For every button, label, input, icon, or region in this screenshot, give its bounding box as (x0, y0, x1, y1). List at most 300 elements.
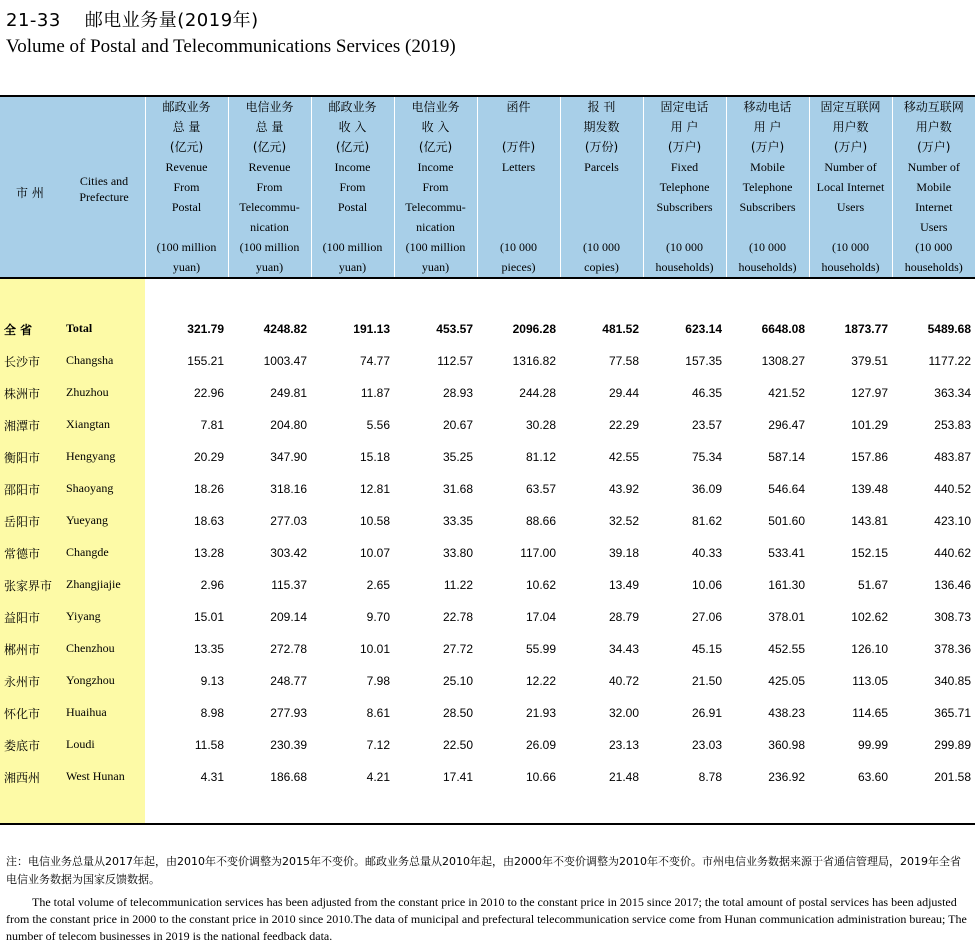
value-cell: 75.34 (691, 450, 722, 464)
value-cell: 99.99 (857, 738, 888, 752)
column-header-cn: 用户数 (832, 120, 869, 134)
value-cell: 39.18 (608, 546, 639, 560)
value-cell: 21.50 (691, 674, 722, 688)
note-cn: 注：电信业务总量从2017年起，由2010年不变价调整为2015年不变价。邮政业务总量从2010年起，由2000年不变价调整为2010年不变价。市州电信业务数据来源于省通信管理局，2019年全省电信业务数据为国家反馈数据。 (6, 855, 961, 886)
city-cell (0, 569, 145, 601)
column-header-cn: (万户) (750, 140, 785, 154)
column-header-en: Local Internet (816, 180, 885, 194)
column-header-unit: pieces) (501, 260, 536, 274)
column-header (477, 96, 560, 278)
column-header-unit: yuan) (338, 260, 367, 274)
city-name-cn: 益阳市 (4, 611, 41, 625)
value-cell: 81.62 (691, 514, 722, 528)
column-header-unit: households) (904, 260, 963, 274)
value-cell: 186.68 (270, 770, 307, 784)
value-cell: 27.72 (442, 642, 473, 656)
spacer-row (0, 278, 975, 313)
value-cell: 7.81 (200, 418, 224, 432)
value-cell: 27.06 (691, 610, 722, 624)
city-name-en: Hengyang (66, 449, 116, 463)
value-cell: 5.56 (366, 418, 390, 432)
value-cell: 10.06 (691, 578, 722, 592)
value-cell: 272.78 (270, 642, 307, 656)
table-row (0, 473, 975, 505)
city-cell (0, 409, 145, 441)
city-name-en: Changde (66, 545, 109, 559)
value-cell: 9.70 (366, 610, 390, 624)
value-cell: 102.62 (851, 610, 888, 624)
table-row (0, 761, 975, 793)
column-header-en: Telecommu- (405, 200, 466, 214)
column-header-en: Postal (171, 200, 202, 214)
value-cell: 2.65 (366, 578, 390, 592)
value-cell: 8.61 (366, 706, 390, 720)
column-header-unit: (10 000 (749, 240, 786, 254)
value-cell: 18.63 (193, 514, 224, 528)
city-name-cn: 湘潭市 (4, 419, 41, 433)
city-name-cn: 株洲市 (4, 387, 41, 401)
value-cell: 347.90 (270, 450, 307, 464)
value-cell: 1308.27 (761, 354, 805, 368)
value-cell: 296.47 (768, 418, 805, 432)
column-header (643, 96, 726, 278)
column-header (809, 96, 892, 278)
value-cell: 10.62 (525, 578, 556, 592)
city-name-cn: 湘西州 (4, 771, 41, 785)
table-row (0, 505, 975, 537)
value-cell: 303.42 (270, 546, 307, 560)
column-header-en: Number of (824, 160, 877, 174)
value-cell: 253.83 (934, 418, 971, 432)
table-title-en: Volume of Postal and Telecommunications Services (2019) (6, 36, 456, 57)
value-cell: 533.41 (768, 546, 805, 560)
city-name-en: Chenzhou (66, 641, 115, 655)
table-title-cn (6, 6, 259, 32)
column-header-unit: yuan) (421, 260, 450, 274)
city-name-en: Yiyang (66, 609, 101, 623)
city-cell (0, 505, 145, 537)
value-cell: 4248.82 (263, 322, 307, 336)
bottom-filler-row (0, 793, 975, 824)
column-header-en: Telephone (659, 180, 710, 194)
column-header (560, 96, 643, 278)
total-row (0, 313, 975, 345)
city-cell (0, 537, 145, 569)
value-cell: 236.92 (768, 770, 805, 784)
column-header-unit: (10 000 (583, 240, 620, 254)
value-cell: 28.79 (608, 610, 639, 624)
value-cell: 36.09 (691, 482, 722, 496)
value-cell: 379.51 (851, 354, 888, 368)
value-cell: 248.77 (270, 674, 307, 688)
value-cell: 28.93 (442, 386, 473, 400)
value-cell: 22.29 (608, 418, 639, 432)
value-cell: 363.34 (934, 386, 971, 400)
value-cell: 40.33 (691, 546, 722, 560)
city-name-cn: 娄底市 (4, 739, 41, 753)
value-cell: 378.36 (934, 642, 971, 656)
value-cell: 31.68 (442, 482, 473, 496)
value-cell: 40.72 (608, 674, 639, 688)
city-cell (0, 761, 145, 793)
data-table (0, 95, 975, 825)
column-header-unit: copies) (584, 260, 619, 274)
column-header-cn (478, 117, 560, 137)
city-name-en: Huaihua (66, 705, 107, 719)
value-cell: 157.86 (851, 450, 888, 464)
city-cell (0, 601, 145, 633)
column-header-en: Postal (337, 200, 368, 214)
column-header-cn: 邮政业务 (328, 100, 377, 114)
value-cell: 277.03 (270, 514, 307, 528)
value-cell: 21.93 (525, 706, 556, 720)
value-cell: 209.14 (270, 610, 307, 624)
city-cell (0, 697, 145, 729)
value-cell: 45.15 (691, 642, 722, 656)
value-cell: 11.58 (194, 738, 224, 752)
column-header-unit: households) (821, 260, 880, 274)
column-header-en: Mobile (916, 180, 952, 194)
column-header-cn: 总 量 (255, 120, 284, 134)
column-header-unit: yuan) (172, 260, 201, 274)
column-header-unit: (100 million (156, 240, 217, 254)
value-cell: 43.92 (608, 482, 639, 496)
table-row (0, 665, 975, 697)
city-name-en: Yueyang (66, 513, 108, 527)
column-header-cn: 报 刊 (587, 100, 616, 114)
city-name-en: Changsha (66, 353, 114, 367)
table-row (0, 729, 975, 761)
city-name-cn: 常德市 (4, 547, 41, 561)
city-name-en: Yongzhou (66, 673, 115, 687)
column-header-en: Income (417, 160, 454, 174)
column-header (228, 96, 311, 278)
column-header-en: Revenue (248, 160, 291, 174)
column-header-en: Telephone (742, 180, 793, 194)
column-header-unit: (100 million (405, 240, 466, 254)
value-cell: 438.23 (768, 706, 805, 720)
city-cell (0, 377, 145, 409)
value-cell: 13.28 (193, 546, 224, 560)
column-header-en: Income (334, 160, 371, 174)
city-name-cn: 怀化市 (4, 707, 41, 721)
value-cell: 483.87 (934, 450, 971, 464)
column-header-cn: (亿元) (169, 140, 204, 154)
city-name-en: West Hunan (66, 769, 125, 783)
value-cell: 74.77 (359, 354, 390, 368)
value-cell: 23.03 (691, 738, 722, 752)
value-cell: 9.13 (200, 674, 224, 688)
column-header-en: nication (250, 220, 289, 234)
value-cell: 25.10 (442, 674, 473, 688)
column-header-unit: (10 000 (832, 240, 869, 254)
value-cell: 7.12 (366, 738, 390, 752)
value-cell: 318.16 (270, 482, 307, 496)
value-cell: 143.81 (851, 514, 888, 528)
value-cell: 6648.08 (761, 322, 805, 336)
value-cell: 481.52 (602, 322, 639, 336)
city-name-cn: 邵阳市 (4, 483, 41, 497)
value-cell: 22.96 (193, 386, 224, 400)
value-cell: 127.97 (851, 386, 888, 400)
value-cell: 157.35 (685, 354, 722, 368)
city-name-cn: 永州市 (4, 675, 41, 689)
column-header-en: Revenue (165, 160, 208, 174)
value-cell: 8.98 (200, 706, 224, 720)
value-cell: 249.81 (270, 386, 307, 400)
column-header-unit: households) (655, 260, 714, 274)
column-header-cn: (万户) (667, 140, 702, 154)
column-header-unit: (100 million (322, 240, 383, 254)
value-cell: 12.22 (525, 674, 556, 688)
value-cell: 10.07 (359, 546, 390, 560)
value-cell: 1003.47 (263, 354, 307, 368)
column-header-cn: (万份) (584, 140, 619, 154)
column-header (145, 96, 228, 278)
column-header (726, 96, 809, 278)
value-cell: 378.01 (768, 610, 805, 624)
city-name-cn: 全 省 (4, 323, 33, 337)
note-en: The total volume of telecommunication services has been adjusted from the constant price in 2010 to the constant price in 2015 since 2017; the total amount of postal services has been adjusted from the constant price in 2000 to the constant price in 2010 since 2010.The data of municipal and prefectural telecommunication service come from Hunan communication administration bureau; The number of telecom businesses in 2019 is the national feedback data. (6, 895, 967, 943)
column-header-en: Internet (915, 200, 953, 214)
value-cell: 423.10 (934, 514, 971, 528)
value-cell: 42.55 (608, 450, 639, 464)
value-cell: 10.58 (359, 514, 390, 528)
value-cell: 299.89 (934, 738, 971, 752)
value-cell: 5489.68 (927, 322, 971, 336)
value-cell: 11.87 (360, 386, 390, 400)
column-header-en: From (422, 180, 449, 194)
city-cell (0, 729, 145, 761)
value-cell: 1873.77 (844, 322, 888, 336)
value-cell: 421.52 (768, 386, 805, 400)
table-row (0, 569, 975, 601)
column-header-unit: (10 000 (915, 240, 953, 254)
value-cell: 12.81 (359, 482, 390, 496)
column-header-en: Users (836, 200, 865, 214)
value-cell: 34.43 (608, 642, 639, 656)
city-name-en: Total (66, 321, 93, 335)
value-cell: 32.52 (608, 514, 639, 528)
column-header-cn: 用 户 (753, 120, 782, 134)
column-header-cn: 移动电话 (743, 100, 792, 114)
value-cell: 139.48 (851, 482, 888, 496)
column-header-unit: (10 000 (666, 240, 703, 254)
value-cell: 2.96 (200, 578, 224, 592)
value-cell: 277.93 (270, 706, 307, 720)
value-cell: 33.80 (442, 546, 473, 560)
value-cell: 20.67 (442, 418, 473, 432)
value-cell: 46.35 (691, 386, 722, 400)
value-cell: 244.28 (519, 386, 556, 400)
table-row (0, 633, 975, 665)
value-cell: 1316.82 (512, 354, 556, 368)
value-cell: 117.00 (520, 546, 556, 560)
city-cell (0, 441, 145, 473)
column-header-cn: 函件 (506, 100, 531, 114)
value-cell: 321.79 (187, 322, 224, 336)
value-cell: 587.14 (768, 450, 805, 464)
column-header-en: nication (416, 220, 455, 234)
value-cell: 7.98 (366, 674, 390, 688)
value-cell: 340.85 (934, 674, 971, 688)
value-cell: 113.05 (852, 674, 888, 688)
value-cell: 4.21 (366, 770, 390, 784)
value-cell: 152.15 (851, 546, 888, 560)
column-header-cn: 电信业务 (411, 100, 460, 114)
value-cell: 155.21 (187, 354, 224, 368)
city-header-en: Cities and Prefecture (79, 174, 129, 204)
table-row (0, 345, 975, 377)
value-cell: 136.46 (934, 578, 971, 592)
column-header-en: Number of (907, 160, 960, 174)
column-header-cn: 用 户 (670, 120, 699, 134)
value-cell: 440.62 (934, 546, 971, 560)
city-name-en: Shaoyang (66, 481, 114, 495)
city-name-en: Zhuzhou (66, 385, 109, 399)
city-name-cn: 衡阳市 (4, 451, 41, 465)
value-cell: 77.58 (608, 354, 639, 368)
value-cell: 13.35 (193, 642, 224, 656)
city-name-en: Zhangjiajie (66, 577, 121, 591)
column-header-en: Users (920, 220, 948, 234)
value-cell: 29.44 (608, 386, 639, 400)
city-cell (0, 665, 145, 697)
column-header-cn: (万户) (833, 140, 868, 154)
value-cell: 18.26 (193, 482, 224, 496)
city-name-cn: 张家界市 (4, 579, 53, 593)
value-cell: 23.13 (608, 738, 639, 752)
column-header-en: Fixed (670, 160, 699, 174)
column-header-cn: (亿元) (418, 140, 453, 154)
value-cell: 201.58 (934, 770, 971, 784)
value-cell: 20.29 (193, 450, 224, 464)
table-row (0, 697, 975, 729)
city-name-cn: 岳阳市 (4, 515, 41, 529)
value-cell: 2096.28 (512, 322, 556, 336)
value-cell: 23.57 (691, 418, 722, 432)
value-cell: 191.13 (353, 322, 390, 336)
value-cell: 28.50 (442, 706, 473, 720)
value-cell: 112.57 (437, 354, 473, 368)
city-name-cn: 长沙市 (4, 355, 41, 369)
column-header-en: From (339, 180, 366, 194)
value-cell: 115.37 (271, 578, 307, 592)
column-header-en: Mobile (750, 160, 785, 174)
value-cell: 10.01 (359, 642, 390, 656)
column-header (892, 96, 975, 278)
value-cell: 360.98 (768, 738, 805, 752)
table-row (0, 441, 975, 473)
city-header-cn: 市 州 (16, 186, 44, 200)
value-cell: 17.04 (525, 610, 556, 624)
value-cell: 51.67 (857, 578, 888, 592)
column-header-cn: (万件) (501, 140, 536, 154)
value-cell: 204.80 (270, 418, 307, 432)
value-cell: 623.14 (685, 322, 722, 336)
value-cell: 425.05 (768, 674, 805, 688)
value-cell: 15.01 (193, 610, 224, 624)
city-cell (0, 633, 145, 665)
column-header-cn: 收 入 (338, 120, 367, 134)
column-header-en: Parcels (584, 160, 619, 174)
column-header-en: Letters (501, 160, 536, 174)
column-header-cn: 移动互联网 (903, 100, 964, 114)
column-header-unit: (10 000 (500, 240, 537, 254)
table-number: 21-33 (6, 10, 61, 31)
value-cell: 230.39 (270, 738, 307, 752)
table-row (0, 409, 975, 441)
value-cell: 8.78 (698, 770, 722, 784)
value-cell: 63.60 (857, 770, 888, 784)
value-cell: 126.10 (851, 642, 888, 656)
value-cell: 308.73 (934, 610, 971, 624)
column-header-cn: 电信业务 (245, 100, 294, 114)
column-header-en: From (173, 180, 200, 194)
value-cell: 88.66 (525, 514, 556, 528)
column-header-cn: 固定互联网 (820, 100, 881, 114)
column-header-cn: 邮政业务 (162, 100, 211, 114)
column-header-cn: (亿元) (252, 140, 287, 154)
city-cell (0, 345, 145, 377)
column-header-cn: 收 入 (421, 120, 450, 134)
value-cell: 13.49 (608, 578, 639, 592)
column-header-en: Subscribers (739, 200, 796, 214)
value-cell: 365.71 (934, 706, 971, 720)
column-header-en: From (256, 180, 283, 194)
value-cell: 452.55 (768, 642, 805, 656)
column-header (311, 96, 394, 278)
column-header-unit: (100 million (239, 240, 300, 254)
value-cell: 440.52 (934, 482, 971, 496)
value-cell: 101.29 (851, 418, 888, 432)
city-cell (0, 313, 145, 345)
city-name-cn: 郴州市 (4, 643, 41, 657)
column-header-cn: 用户数 (915, 120, 952, 134)
value-cell: 26.09 (525, 738, 556, 752)
value-cell: 22.50 (442, 738, 473, 752)
city-cell (0, 473, 145, 505)
value-cell: 501.60 (768, 514, 805, 528)
value-cell: 453.57 (436, 322, 473, 336)
column-header-en: Subscribers (656, 200, 713, 214)
value-cell: 63.57 (525, 482, 556, 496)
value-cell: 4.31 (200, 770, 224, 784)
value-cell: 30.28 (525, 418, 556, 432)
column-header (394, 96, 477, 278)
value-cell: 81.12 (525, 450, 556, 464)
table-row (0, 537, 975, 569)
value-cell: 11.22 (443, 578, 473, 592)
column-header-cn: 期发数 (583, 120, 620, 134)
header-row (0, 96, 975, 278)
column-header-cn: 固定电话 (660, 100, 709, 114)
table-row (0, 377, 975, 409)
value-cell: 21.48 (608, 770, 639, 784)
value-cell: 10.66 (525, 770, 556, 784)
column-header-cn: (万户) (917, 140, 951, 154)
value-cell: 161.30 (768, 578, 805, 592)
value-cell: 55.99 (525, 642, 556, 656)
city-name-en: Loudi (66, 737, 95, 751)
column-header-cn: (亿元) (335, 140, 370, 154)
value-cell: 32.00 (608, 706, 639, 720)
value-cell: 33.35 (442, 514, 473, 528)
value-cell: 15.18 (359, 450, 390, 464)
value-cell: 1177.22 (928, 354, 971, 368)
city-header (0, 96, 145, 278)
table-row (0, 601, 975, 633)
